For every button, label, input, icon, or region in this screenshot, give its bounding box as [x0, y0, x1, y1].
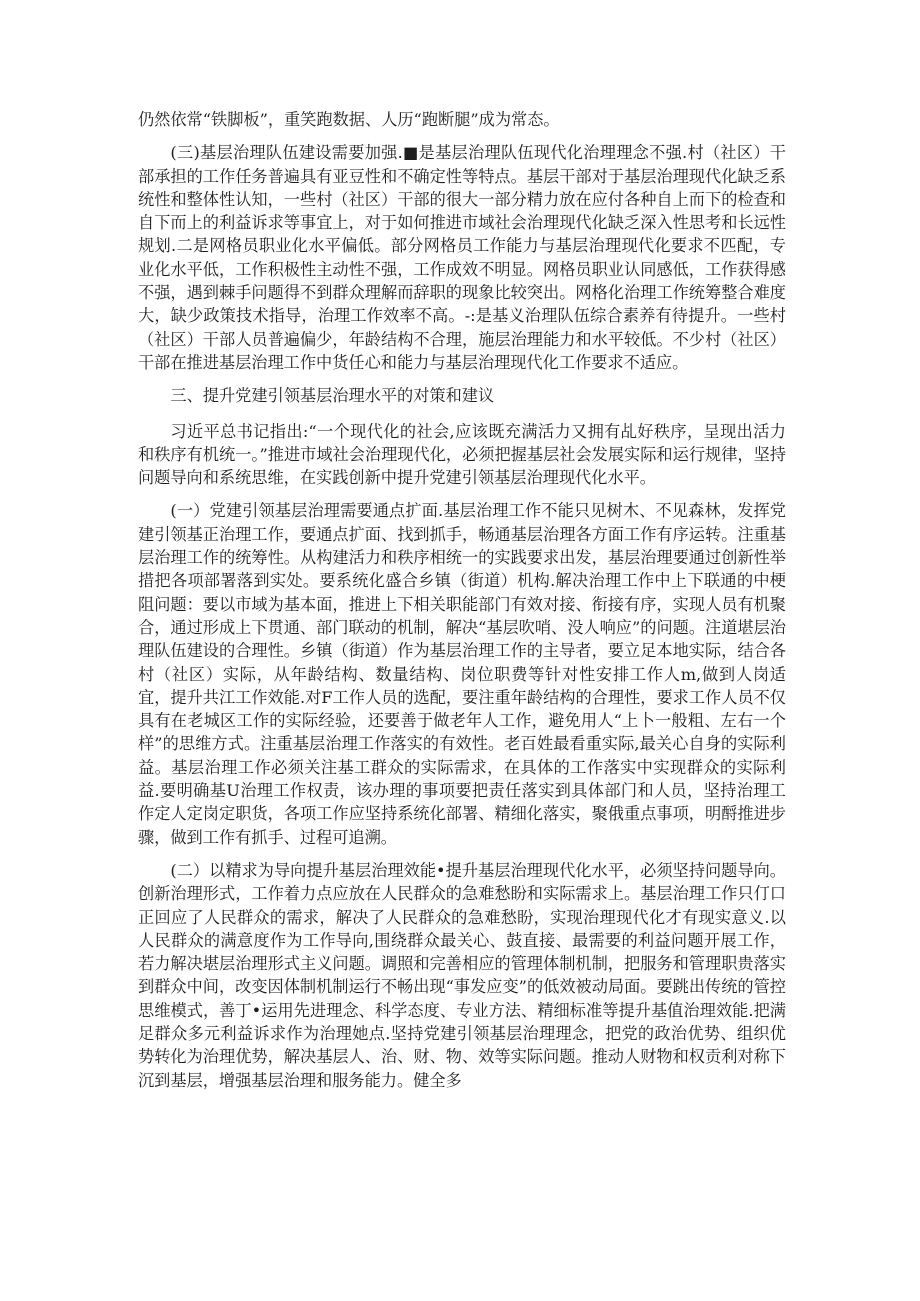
- paragraph-continuation: 仍然依常“铁脚板”，重笑跑数据、人历“跑断腿”成为常态。: [138, 110, 560, 129]
- paragraph-section-three-team-building: (三)基层治理队伍建设需要加强.■是基层治理队伍现代化治理理念不强.村（社区）干部承担的工作任务普遍具有亚豆性和不确定性等特点。基层干部对于基层治理现代化缺乏系统性和整体性认知，一些村（社区）干部的很大一部分精力放在应付各种自上而下的检查和自下而上的利益诉求等事宜上，对于如何推进市域社会治理现代化缺乏深入性思考和长远性规划.二是网格员职业化水平偏低。部分网格员工作能力与基层治理现代化要求不匹配，专业化水平低，工作积极性主动性不强，工作成效不明显。网格员职业认同感低，工作获得感不强，遇到棘手问题得不到群众理解而辞职的现象比较突出。网格化治理工作统筹整合难度大，缺少政策技术指导，治理工作效率不高。-:是基义治理队伍综合素养有待提升。一些村（社区）干部人员普遍偏少，年龄结构不合理，施层治理能力和水平较低。不少村（社区）干部在推进基层治理工作中货任心和能力与基层治理现代化工作要求不适应。: [138, 143, 786, 372]
- paragraph-quote-intro: 习近平总书记指出:“一个现代化的社会,应该既充满活力又拥有乩好秩序，呈现出活力和秩序有机统一。”推进市域社会治理现代化，必须把握基层社会发展实际和运行规律，坚持问题导向和系统思维，在实践创新中提升党建引领基层治理现代化水平。: [138, 421, 786, 488]
- document-page: [138, 108, 786, 1102]
- section-heading-three: 三、提升党建引领基层治理水平的对策和建议: [170, 386, 495, 406]
- paragraph-subsection-two: (二）以精求为导向提升基层治理效能•提升基层治理现代化水平，必须坚持问题导向。创新治理形式，工作着力点应放在人民群众的急难愁盼和实际需求上。基层治理工作只仃口正回应了人民群众的需求，解决了人民群众的急难愁盼，实现治理现代化才有现实意义.以人民群众的满意度作为工作导向,围绕群众最关心、鼓直接、最需要的利益问题开展工作，若力解决堪层治理形式主义问题。调照和完善相应的管理体制机制，把服务和管理职贵落实到群众中间，改变因体制机制运行不畅出现“事发应变”的低效被动局面。要跳出传统的管控思维模式，善丁•运用先进理念、科学态度、专业方法、精细标准等提升基值治理效能.把满足群众多元利益诉求作为治理她点.坚持党建引领基层治理理念，把党的政治优势、组织优势转化为治理优势，解决基层人、治、财、物、效等实际问题。推动人财物和权贡利对称下沉到基层，增强基层治理和服务能力。健全多: [138, 860, 786, 1090]
- paragraph-subsection-one: (一）党建引领基层治理需要通点扩面.基层治理工作不能只见树木、不见森林，发挥党建引领基正治理工作，要通点扩面、找到抓手，畅通基层治理各方面工作有序运转。注重基层治理工作的统筹性。从构建活力和秩序相统一的实践要求出发，基层治理要通过创新性举措把各项部署落到实处。要系统化盛合乡镇（街道）机构.解决治理工作中上下联通的中梗阻问题：要以市域为基本面，推进上下相关职能部门有效对接、衔接有序，实现人员有机聚合，通过形成上下贯通、部门联动的机制，解决“基层吹哨、没人响应”的问题。注道堪层治理队伍建设的合理性。乡镇（街道）作为基层治理工作的主导者，要立足本地实际，结合各村（社区）实际，从年龄结构、数量结构、岗位职费等针对性安排工作人m,做到人岗适宜，提升共江工作效能.对F工作人员的选配，要注重年龄结构的合理性，要求工作人员不仅具有在老城区工作的实际经验，还要善于做老年人工作，避免用人“上卜一般粗、左右一个样”的思维方式。注重基层治理工作落实的有效性。老百姓最看重实际,最关心自身的实际利益。基层治理工作必须关注基工群众的实际需求，在具体的工作落实中实现群众的实际利益.要明确基U治理工作权责，该办理的事项要把责任落实到具体部门和人员，坚持治理工作定人定岗定职货，各项工作应坚持系统化部署、精细化落实，聚俄重点事项，明酹推进步骤，做到工作有抓手、过程可追溯。: [138, 501, 786, 847]
